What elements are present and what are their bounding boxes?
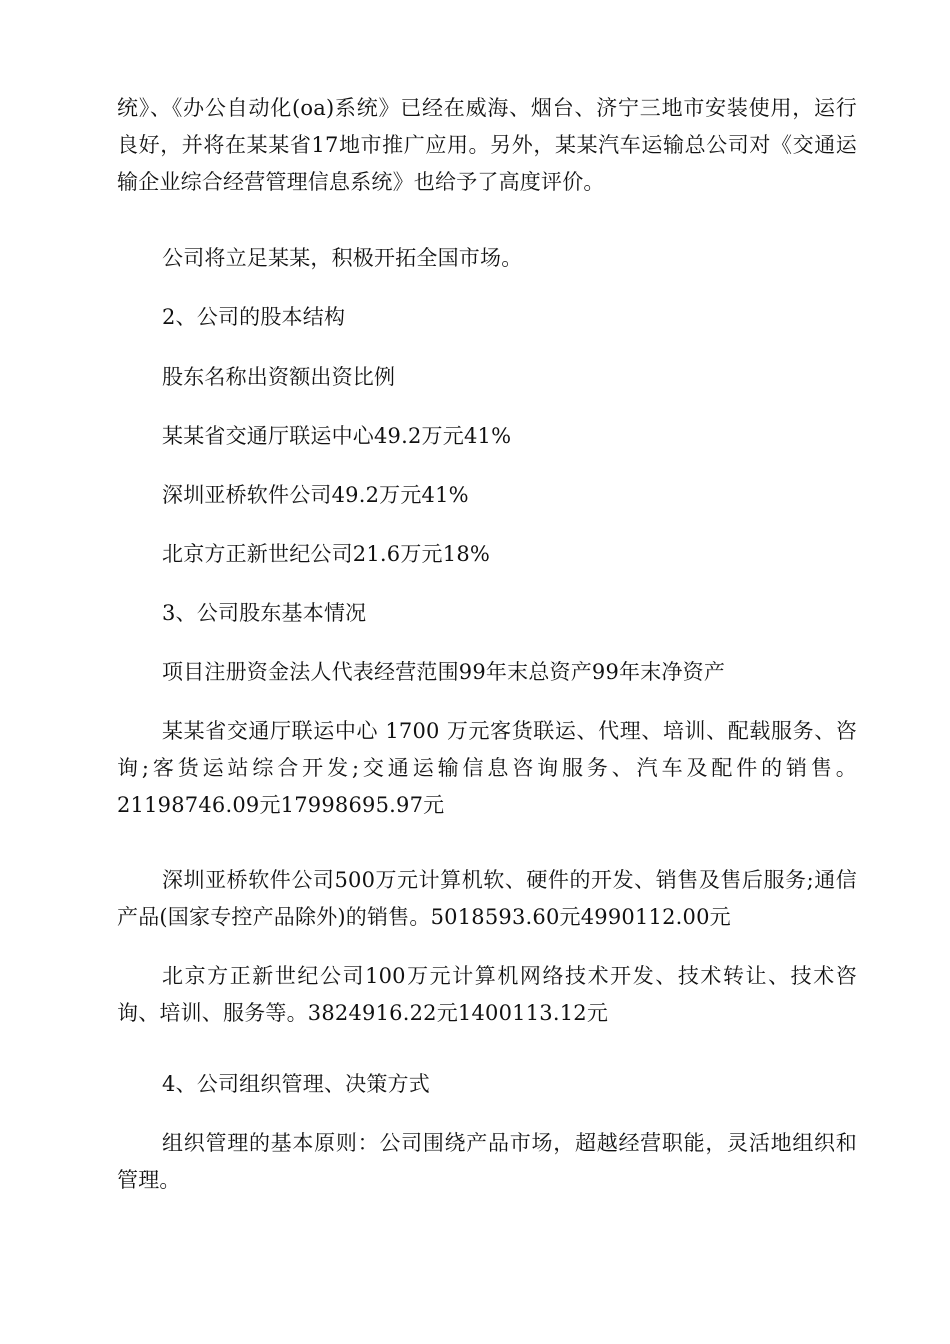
equity-table-header: 股东名称出资额出资比例 [162,365,396,389]
equity-row-shenzhen-yaqiao: 深圳亚桥软件公司49.2万元41% [162,483,469,507]
paragraph-management-principle: 组织管理的基本原则：公司围绕产品市场，超越经营职能，灵活地组织和管理。 [117,1131,857,1192]
paragraph-continued-systems: 统》、《办公自动化(oa)系统》已经在威海、烟台、济宁三地市安装使用，运行良好，并将在某某省17地市推广应用。另外，某某汽车运输总公司对《交通运输企业综合经营管理信息系统》也给予了高度评价。 [117,96,857,194]
heading-organization-management: 4、公司组织管理、决策方式 [162,1072,430,1096]
shareholder-row-beijing-founder: 北京方正新世纪公司100万元计算机网络技术开发、技术转让、技术咨询、培训、服务等。3824916.22元1400113.12元 [117,964,857,1025]
paragraph-market: 公司将立足某某，积极开拓全国市场。 [162,246,523,270]
shareholder-table-header: 项目注册资金法人代表经营范围99年末总资产99年末净资产 [162,660,726,684]
equity-row-beijing-founder: 北京方正新世纪公司21.6万元18% [162,542,491,566]
shareholder-row-transport-center: 某某省交通厅联运中心 1700 万元客货联运、代理、培训、配载服务、咨询;客货运站综合开发;交通运输信息咨询服务、汽车及配件的销售。21198746.09元17998695.97元 [117,719,857,817]
equity-row-transport-center: 某某省交通厅联运中心49.2万元41% [162,424,512,448]
heading-shareholder-info: 3、公司股东基本情况 [162,601,367,625]
heading-equity-structure: 2、公司的股本结构 [162,305,346,329]
shareholder-row-shenzhen-yaqiao: 深圳亚桥软件公司500万元计算机软、硬件的开发、销售及售后服务;通信产品(国家专控产品除外)的销售。5018593.60元4990112.00元 [117,868,857,929]
